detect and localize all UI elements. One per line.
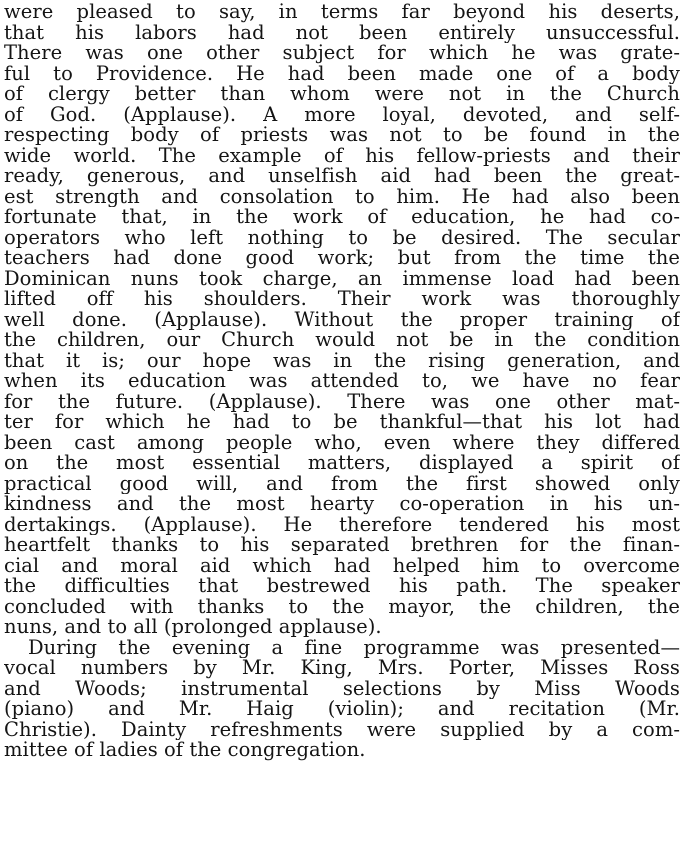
text-line: est strength and consolation to him. He had also been — [4, 186, 680, 207]
text-line: on the most essential matters, displayed a spirit of — [4, 453, 680, 474]
text-line: (piano) and Mr. Haig (violin); and recitation (Mr. — [4, 699, 680, 720]
article-paragraph-2 — [4, 638, 680, 761]
text-line: that his labors had not been entirely unsuccessful. — [4, 22, 680, 43]
text-line: wide world. The example of his fellow-priests and their — [4, 145, 680, 166]
text-line: for the future. (Applause). There was one other mat- — [4, 391, 680, 412]
text-line: There was one other subject for which he was grate- — [4, 43, 680, 64]
article-column — [4, 2, 680, 761]
text-line: were pleased to say, in terms far beyond his deserts, — [4, 2, 680, 23]
text-line: operators who left nothing to be desired. The secular — [4, 227, 680, 248]
text-line: teachers had done good work; but from the time the — [4, 248, 680, 269]
text-line: well done. (Applause). Without the proper training of — [4, 309, 680, 330]
text-line: Christie). Dainty refreshments were supplied by a com- — [4, 719, 680, 740]
text-line: and Woods; instrumental selections by Miss Woods — [4, 678, 680, 699]
text-line: ful to Providence. He had been made one of a body — [4, 63, 680, 84]
text-line: fortunate that, in the work of education, he had co- — [4, 207, 680, 228]
text-line: Dominican nuns took charge, an immense load had been — [4, 268, 680, 289]
text-line: the children, our Church would not be in the condition — [4, 330, 680, 351]
text-line: of God. (Applause). A more loyal, devoted, and self- — [4, 104, 680, 125]
text-line: cial and moral aid which had helped him to overcome — [4, 555, 680, 576]
text-line: been cast among people who, even where they differed — [4, 432, 680, 453]
text-line: vocal numbers by Mr. King, Mrs. Porter, Misses Ross — [4, 658, 680, 679]
text-line: concluded with thanks to the mayor, the children, the — [4, 596, 680, 617]
text-line: respecting body of priests was not to be found in the — [4, 125, 680, 146]
text-line: ready, generous, and unselfish aid had been the great- — [4, 166, 680, 187]
text-line: dertakings. (Applause). He therefore tendered his most — [4, 514, 680, 535]
text-line: During the evening a fine programme was presented— — [28, 637, 680, 658]
text-line: kindness and the most hearty co-operation in his un- — [4, 494, 680, 515]
text-line: that it is; our hope was in the rising generation, and — [4, 350, 680, 371]
text-line: practical good will, and from the first showed only — [4, 473, 680, 494]
article-paragraph-1 — [4, 2, 680, 638]
text-line: mittee of ladies of the congregation. — [4, 740, 366, 761]
text-line: the difficulties that bestrewed his path. The speaker — [4, 576, 680, 597]
text-line: of clergy better than whom were not in the Church — [4, 84, 680, 105]
text-line: lifted off his shoulders. Their work was thoroughly — [4, 289, 680, 310]
text-line: nuns, and to all (prolonged applause). — [4, 617, 382, 638]
text-line: ter for which he had to be thankful—that his lot had — [4, 412, 680, 433]
text-line: when its education was attended to, we have no fear — [4, 371, 680, 392]
text-line: heartfelt thanks to his separated brethren for the finan- — [4, 535, 680, 556]
